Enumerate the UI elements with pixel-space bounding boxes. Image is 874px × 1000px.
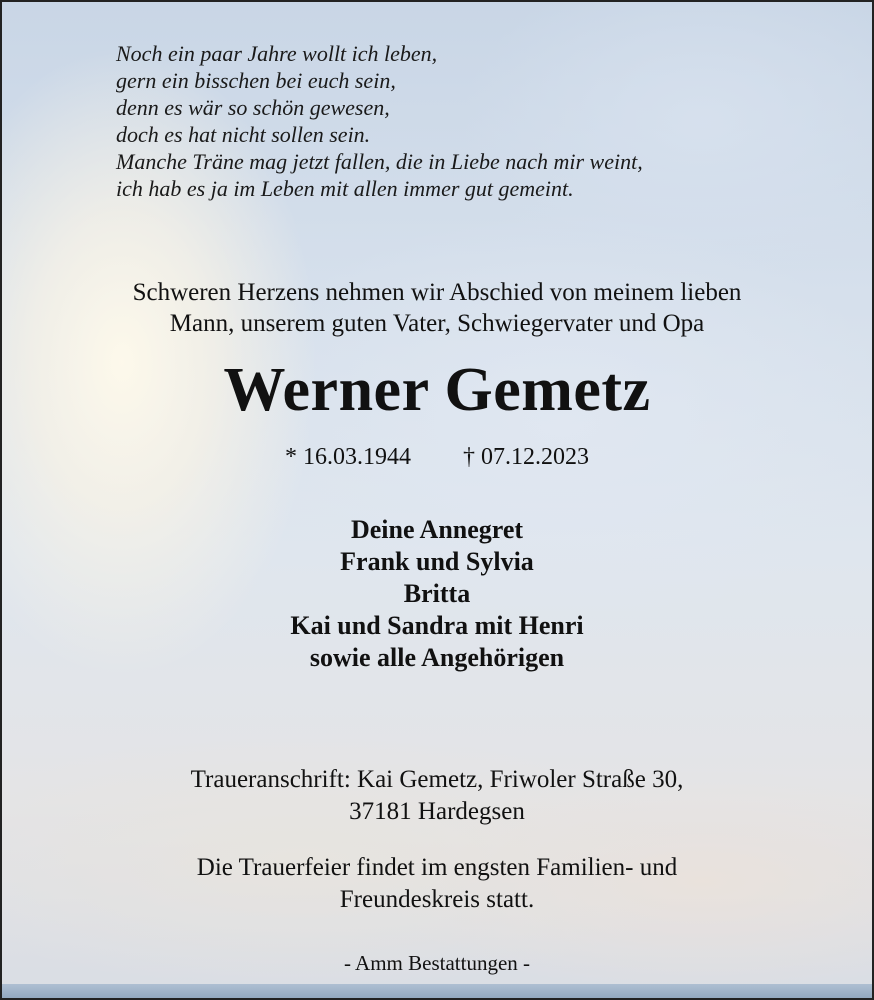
poem-line: doch es hat nicht sollen sein. xyxy=(116,122,371,147)
mourner-line: Deine Annegret xyxy=(350,515,524,544)
poem-line: gern ein bisschen bei euch sein, xyxy=(116,68,396,93)
life-dates xyxy=(2,442,872,472)
mourners-list xyxy=(2,514,872,674)
mourner-line: Kai und Sandra mit Henri xyxy=(290,611,584,640)
address-line: Traueranschrift: Kai Gemetz, Friwoler Straße 30, xyxy=(190,766,684,793)
poem-line: Manche Träne mag jetzt fallen, die in Liebe nach mir weint, xyxy=(116,149,643,174)
address-line: 37181 Hardegsen xyxy=(349,798,525,825)
poem xyxy=(116,40,643,202)
poem-line: ich hab es ja im Leben mit allen immer gut gemeint. xyxy=(116,176,574,201)
poem-line: Noch ein paar Jahre wollt ich leben, xyxy=(116,41,438,66)
mourner-line: Frank und Sylvia xyxy=(340,547,534,576)
ceremony-line: Die Trauerfeier findet im engsten Familien- und xyxy=(196,854,678,881)
intro-line: Mann, unserem guten Vater, Schwiegervater und Opa xyxy=(169,310,705,337)
sea-horizon xyxy=(2,984,872,998)
undertaker-name: - Amm Bestattungen - xyxy=(343,951,531,975)
mourner-line: Britta xyxy=(403,579,471,608)
birth-date: * 16.03.1944 xyxy=(285,444,411,470)
ceremony-line: Freundeskreis statt. xyxy=(339,886,535,913)
mourner-line: sowie alle Angehörigen xyxy=(309,643,565,672)
intro-text xyxy=(2,277,872,339)
ceremony-note xyxy=(2,852,872,916)
intro-line: Schweren Herzens nehmen wir Abschied von meinem lieben xyxy=(132,279,742,306)
deceased-name: Werner Gemetz xyxy=(223,356,651,424)
death-date: † 07.12.2023 xyxy=(463,444,589,470)
mourning-address xyxy=(2,764,872,828)
poem-line: denn es wär so schön gewesen, xyxy=(116,95,390,120)
